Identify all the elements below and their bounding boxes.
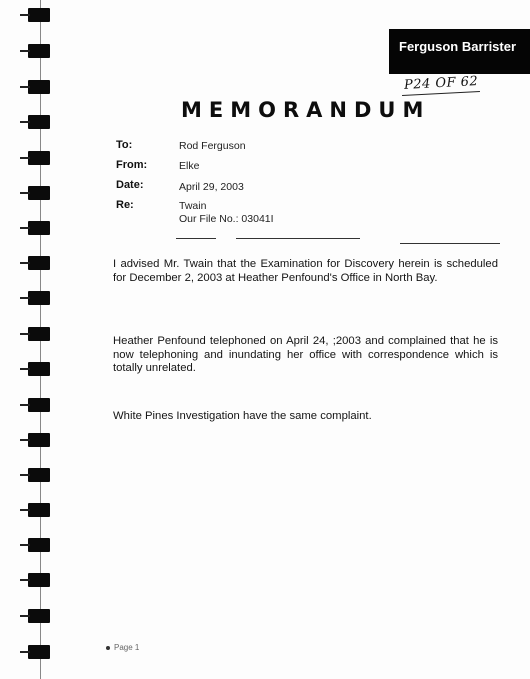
- binding-ring: [28, 221, 50, 235]
- binding-ring: [28, 80, 50, 94]
- binding-ring: [28, 398, 50, 412]
- to-label: To:: [116, 139, 133, 151]
- binding-ring: [28, 538, 50, 552]
- spiral-binding: [18, 0, 52, 679]
- divider-rule: [400, 243, 500, 244]
- date-value: April 29, 2003: [179, 181, 244, 193]
- binding-ring: [28, 362, 50, 376]
- binding-ring: [28, 609, 50, 623]
- binding-ring: [28, 291, 50, 305]
- page-number: Page 1: [114, 643, 140, 652]
- page-footer: [106, 643, 139, 652]
- memo-title: MEMORANDUM: [181, 98, 431, 122]
- binding-ring: [28, 256, 50, 270]
- divider-rule: [176, 238, 216, 239]
- re-label: Re:: [116, 199, 134, 211]
- to-value: Rod Ferguson: [179, 140, 246, 152]
- memo-paragraph: I advised Mr. Twain that the Examination for Discovery herein is scheduled for December 2, 2003 at Heather Penfound's Office in North Bay.: [113, 258, 498, 284]
- memo-paragraph: Heather Penfound telephoned on April 24, ;2003 and complained that he is now telephoning and inundating her office with correspondence which is totally unrelated.: [113, 335, 498, 374]
- from-label: From:: [116, 159, 148, 171]
- binding-ring: [28, 44, 50, 58]
- date-label: Date:: [116, 179, 144, 191]
- binding-ring: [28, 186, 50, 200]
- binding-ring: [28, 151, 50, 165]
- memo-paragraph: White Pines Investigation have the same complaint.: [113, 410, 372, 422]
- bullet-icon: [106, 646, 110, 650]
- file-number-value: Our File No.: 03041I: [179, 213, 274, 225]
- divider-rule: [236, 238, 360, 239]
- handwritten-page-note: P24 OF 62: [403, 74, 479, 93]
- binding-ring: [28, 645, 50, 659]
- binding-ring: [28, 8, 50, 22]
- binding-ring: [28, 468, 50, 482]
- firm-banner: Ferguson Barrister: [389, 29, 530, 74]
- binding-ring: [28, 327, 50, 341]
- binding-ring: [28, 433, 50, 447]
- re-value: Twain: [179, 200, 207, 212]
- from-value: Elke: [179, 160, 200, 172]
- binding-ring: [28, 115, 50, 129]
- binding-ring: [28, 503, 50, 517]
- binding-ring: [28, 573, 50, 587]
